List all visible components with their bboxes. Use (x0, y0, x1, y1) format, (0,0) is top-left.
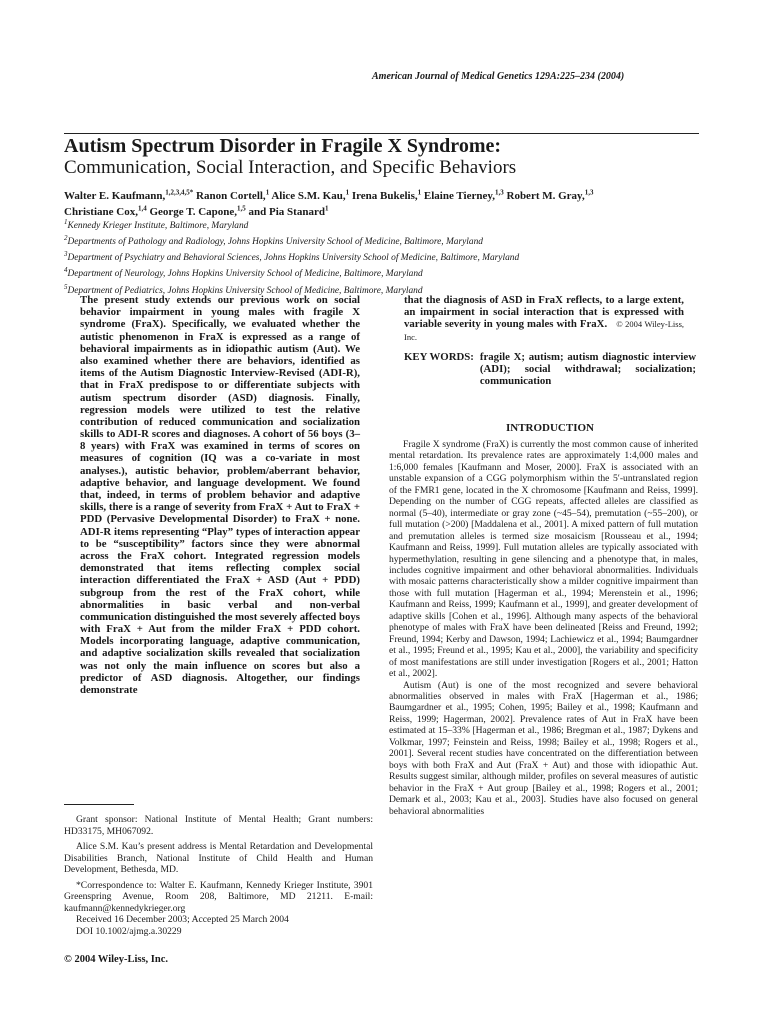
keywords-label: KEY WORDS: (404, 351, 474, 363)
doi-note: DOI 10.1002/ajmg.a.30229 (76, 925, 182, 937)
author: Alice S.M. Kau,$^1$ (269, 188, 350, 202)
introduction-body (389, 439, 698, 817)
author: Irena Bukelis,$^1$ (349, 188, 422, 202)
article-title: Autism Spectrum Disorder in Fragile X Syndrome: (64, 135, 502, 157)
author: Robert M. Gray,$^{1,3}$ (503, 188, 594, 202)
author: and Pia Stanard$^1$ (245, 204, 329, 218)
abstract-continuation: that the diagnosis of ASD in FraX reflects, to a large extent, an impairment in social interaction that is expressed with variable severity in young males with FraX. (404, 294, 684, 331)
keywords-text: fragile X; autism; autism diagnostic interview (ADI); social withdrawal; socialization; communication (479, 351, 696, 388)
abstract-column-left: The present study extends our previous work on social behavior impairment in young males with fragile X syndrome (FraX). Specifically, we evaluated whether the autistic phenomenon in FraX is expressed as a range of behavioral impairments as in idiopathic autism (Aut). We also examined whether there are behaviors, identified as items of the Autism Diagnostic Interview-Revised (ADI-R), that in FraX predispose to or differentiate subjects with autism spectrum disorder (ASD) diagnosis. Finally, regression models were utilized to test the relative contribution of reduced communication and socialization skills to ADI-R scores and diagnoses. A cohort of 56 boys (3–8 years) with FraX was examined in terms of scores on measures of cognition (IQ was a co-variate in most analyses.), autistic behavior, problem/aberrant behavior, adaptive behavior, and language development. We found that, indeed, in terms of problem behavior and adaptive skills, there is a range of severity from FraX + Aut to FraX + PDD (Pervasive Developmental Disorder) to FraX + none. ADI-R items representing “Play” types of interaction appear to be “susceptibility” factors since they were abnormal across the FraX cohort. Integrated regression models demonstrated that items reflecting complex social interaction differentiated the FraX + ASD (Aut + PDD) subgroup from the rest of the FraX cohort, while abnormalities in basic verbal and non-verbal communication distinguished the most severely affected boys with FraX + Aut from the milder FraX + PDD cohort. Models incorporating language, adaptive communication, and adaptive socialization skills revealed that socialization was not only the main influence on scores but also a predictor of ASD diagnosis. Altogether, our findings demonstrate (80, 294, 360, 696)
author: Christiane Cox,$^{1,4}$ (64, 204, 147, 218)
received-note: Received 16 December 2003; Accepted 25 March 2004 (76, 914, 289, 925)
author: Ranon Cortell,$^1$ (193, 188, 270, 202)
affiliation-list (64, 216, 704, 297)
paragraph: Autism (Aut) is one of the most recognized and severe behavioral abnormalities observed in males with FraX [Hagerman et al., 1986; Baumgardner et al., 1995; Cohen, 1995; Bailey et al., 1998; Kaufmann and Reiss, 1999; Hagerman, 2002]. Prevalence rates of Aut in FraX have been estimated at 15–33% [Hagerman et al., 1986; Bregman et al., 1987; Dykens and Volkmar, 1997; Feinstein and Reiss, 1998; Bailey et al., 1998; Rogers et al., 2001]. Several recent studies have concentrated on the differentiation between boys with both FraX and Aut (FraX + Aut) and those with idiopathic Aut. Results suggest similar, although milder, profiles on several measures of autistic behavior in the FraX + Aut group [Bailey et al., 1998; Rogers et al., 2001; Demark et al., 2003; Kau et al., 2003]. Studies have also focused on general behavioral abnormalities (389, 679, 698, 817)
author: Walter E. Kaufmann,$^{1,2,3,4,5*}$ (64, 188, 194, 202)
affiliation: $^3$Department of Psychiatry and Behavioral Sciences, Johns Hopkins University School of Medicine, Baltimore, Maryland (64, 250, 520, 264)
keywords-block (404, 351, 696, 388)
author: George T. Capone,$^{1,5}$ (146, 204, 246, 218)
affiliation: $^4$Department of Neurology, Johns Hopkins University School of Medicine, Baltimore, Maryland (64, 266, 423, 280)
footnote-rule (64, 804, 134, 805)
grant-note: Grant sponsor: National Institute of Mental Health; Grant numbers: HD33175, MH067092. (64, 814, 373, 837)
header-rule (64, 133, 699, 134)
affiliation: $^1$Kennedy Krieger Institute, Baltimore, Maryland (64, 218, 249, 232)
footnotes (64, 814, 373, 937)
page-copyright: © 2004 Wiley-Liss, Inc. (64, 954, 169, 965)
affiliation: $^2$Departments of Pathology and Radiology, Johns Hopkins University School of Medicine, Baltimore, Maryland (64, 234, 483, 248)
journal-citation: American Journal of Medical Genetics 129A:225–234 (2004) (372, 71, 625, 82)
author: Elaine Tierney,$^{1,3}$ (421, 188, 504, 202)
abstract-copyright: © 2004 Wiley-Liss, Inc. (404, 319, 685, 342)
paragraph: Fragile X syndrome (FraX) is currently the most common cause of inherited mental retardation. Its prevalence rates are approximately 1:4,000 males and 1:6,000 females [Kaufmann and Moser, 2000]. FraX is associated with an unstable expansion of a CGG polymorphism within the 5′-untranslated region of the FMR1 gene, located in the X chromosome [Kaufmann and Reiss, 1999]. Depending on the number of CGG repeats, affected alleles are classified as normal (5–40), intermediate or gray zone (~45–54), premutation (~55–200), or full mutation (>200) [Maddalena et al., 2001]. A mixed pattern of full mutation and premutation alleles is termed size mosaicism [Rousseau et al., 1994; Kaufmann and Reiss, 1999]. Full mutation alleles are typically associated with hypermethylation, resulting in gene silencing and a phenotype that, in males, includes cognitive impairment and other behavioral abnormalities. Individuals with mosaic patterns characteristically show a milder cognitive impairment than those with full mutation [Hagerman et al., 1994; Merenstein et al., 1996; Kaufmann and Reiss, 1999; Kaufmann et al., 1999], and greater development of adaptive skills [Cohen et al., 1996]. Although many aspects of the behavioral phenotype of males with FraX have been delineated [Reiss and Freund, 1992; Freund, 1994; Kerby and Dawson, 1994; Lachiewicz et al., 1994; Baumgardner et al., 1995; Freund et al., 1995; Kau et al., 2000], the variability and specificity of most manifestations are still under investigation [Rogers et al., 2001; Hatton et al., 2002]. (389, 439, 698, 680)
address-note: Alice S.M. Kau’s present address is Mental Retardation and Developmental Disabilities Branch, National Institute of Child Health and Human Development, Bethesda, MD. (64, 841, 373, 875)
abstract-column-right (404, 294, 684, 343)
correspondence-note: *Correspondence to: Walter E. Kaufmann, Kennedy Krieger Institute, 3901 Greenspring Avenue, Room 208, Baltimore, MD 21211. E-mail: kaufmann@kennedykrieger.org (64, 879, 373, 914)
article-subtitle: Communication, Social Interaction, and Specific Behaviors (64, 157, 517, 178)
section-heading: INTRODUCTION (505, 422, 594, 434)
affiliation: $^5$Department of Pediatrics, Johns Hopkins University School of Medicine, Baltimore, Maryland (64, 282, 423, 296)
author-list (64, 186, 704, 218)
